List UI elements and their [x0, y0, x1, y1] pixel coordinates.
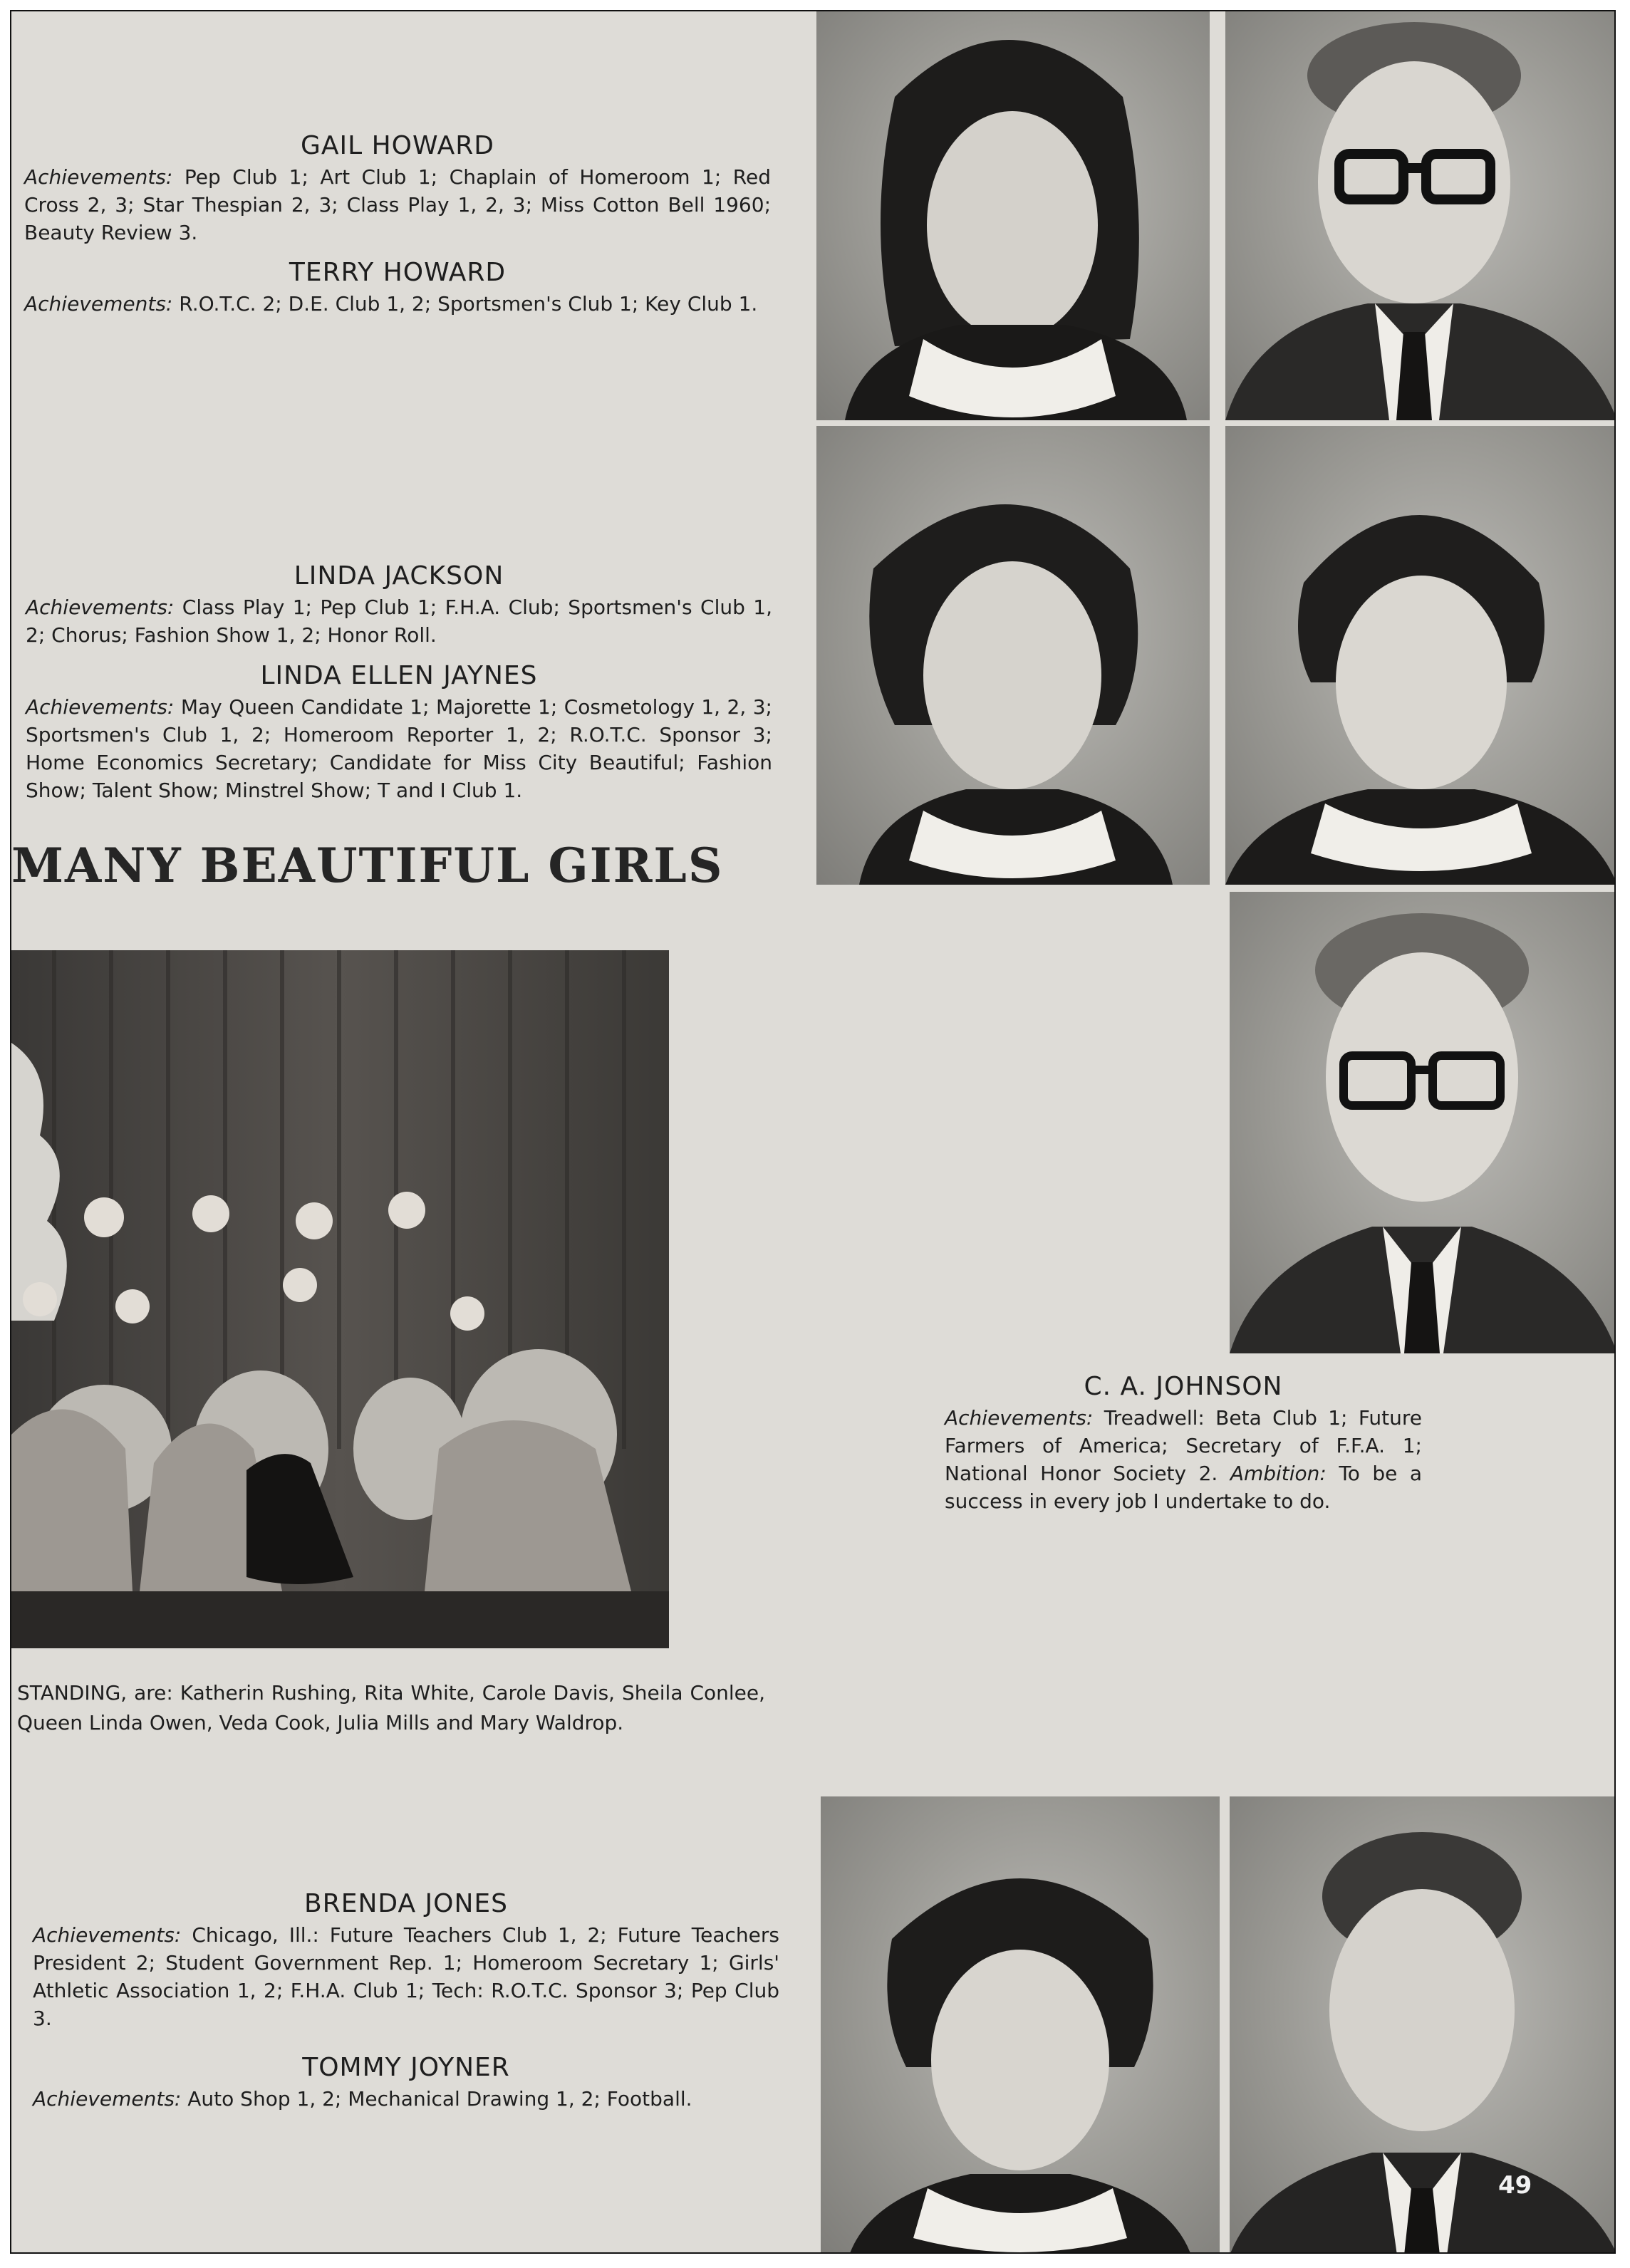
group-photo [11, 950, 669, 1648]
student-name: C. A. JOHNSON [1084, 1372, 1283, 1401]
achievements-label: Achievements: [945, 1406, 1094, 1430]
achievements-label: Achievements: [26, 695, 175, 719]
achievements-label: Achievements: [24, 292, 173, 316]
achievements-label: Achievements: [33, 1923, 182, 1947]
student-name: TOMMY JOYNER [302, 2053, 510, 2082]
bio-brenda-jones [33, 1889, 779, 2032]
student-achievements [26, 693, 772, 804]
student-achievements [33, 1921, 779, 2032]
student-achievements [24, 290, 771, 318]
section-headline: MANY BEAUTIFUL GIRLS [11, 838, 724, 893]
achievements-text: Treadwell: Beta Club 1; Future Farmers of America; Secretary of F.F.A. 1; National Honor Society 2. [945, 1406, 1422, 1485]
achievements-text: Class Play 1; Pep Club 1; F.H.A. Club; Sportsmen's Club 1, 2; Chorus; Fashion Show 1, 2; Honor Roll. [26, 595, 773, 647]
photo-caption: STANDING, are: Katherin Rushing, Rita White, Carole Davis, Sheila Conlee, Queen Linda Owen, Veda Cook, Julia Mills and Mary Waldrop. [17, 1681, 765, 1734]
portrait-tommy-joyner [1230, 1796, 1616, 2254]
ambition-text: To be a success in every job I undertake to do. [945, 1462, 1422, 1513]
achievements-label: Achievements: [26, 595, 175, 619]
portrait-gail-howard [816, 11, 1210, 420]
student-achievements [24, 163, 771, 246]
bio-gail-howard [24, 131, 771, 246]
achievements-label: Achievements: [24, 165, 173, 189]
student-name: LINDA JACKSON [294, 561, 504, 591]
portrait-brenda-jones [821, 1796, 1220, 2254]
achievements-text: Auto Shop 1, 2; Mechanical Drawing 1, 2; Football. [187, 2087, 692, 2111]
yearbook-page [10, 10, 1616, 2254]
achievements-text: Pep Club 1; Art Club 1; Chaplain of Homeroom 1; Red Cross 2, 3; Star Thespian 2, 3; Class Play 1, 2, 3; Miss Cotton Bell 1960; Beauty Review 3. [24, 165, 771, 244]
ambition-label: Ambition: [1230, 1462, 1327, 1485]
achievements-text: R.O.T.C. 2; D.E. Club 1, 2; Sportsmen's Club 1; Key Club 1. [179, 292, 758, 316]
bio-linda-ellen-jaynes [26, 661, 772, 804]
portrait-ca-johnson [1230, 892, 1616, 1353]
student-name: LINDA ELLEN JAYNES [260, 661, 538, 690]
page-number: 49 [1498, 2171, 1532, 2200]
bio-linda-jackson [26, 561, 772, 649]
bio-terry-howard [24, 258, 771, 318]
achievements-text: Chicago, Ill.: Future Teachers Club 1, 2; Future Teachers President 2; Student Government Rep. 1; Homeroom Secretary 1; Girls' Athletic Association 1, 2; F.H.A. Club 1; Tech: R.O.T.C. Sponsor 3; Pep Club 3. [33, 1923, 779, 2030]
student-name: TERRY HOWARD [289, 258, 507, 287]
portrait-terry-howard [1225, 11, 1616, 420]
portrait-linda-jackson [816, 426, 1210, 885]
achievements-label: Achievements: [33, 2087, 182, 2111]
student-achievements [945, 1404, 1422, 1515]
student-name: BRENDA JONES [303, 1889, 509, 1918]
achievements-text: May Queen Candidate 1; Majorette 1; Cosmetology 1, 2, 3; Sportsmen's Club 1, 2; Homeroom Reporter 1, 2; R.O.T.C. Sponsor 3; Home Economics Secretary; Candidate for Miss City Beautiful; Fashion Show; Talent Show; Minstrel Show; T and I Club 1. [26, 695, 772, 802]
bio-ca-johnson [945, 1372, 1422, 1515]
portrait-linda-ellen-jaynes [1225, 426, 1616, 885]
bio-tommy-joyner [33, 2053, 779, 2113]
student-achievements [26, 593, 772, 649]
student-achievements [33, 2085, 779, 2113]
student-name: GAIL HOWARD [300, 131, 495, 160]
